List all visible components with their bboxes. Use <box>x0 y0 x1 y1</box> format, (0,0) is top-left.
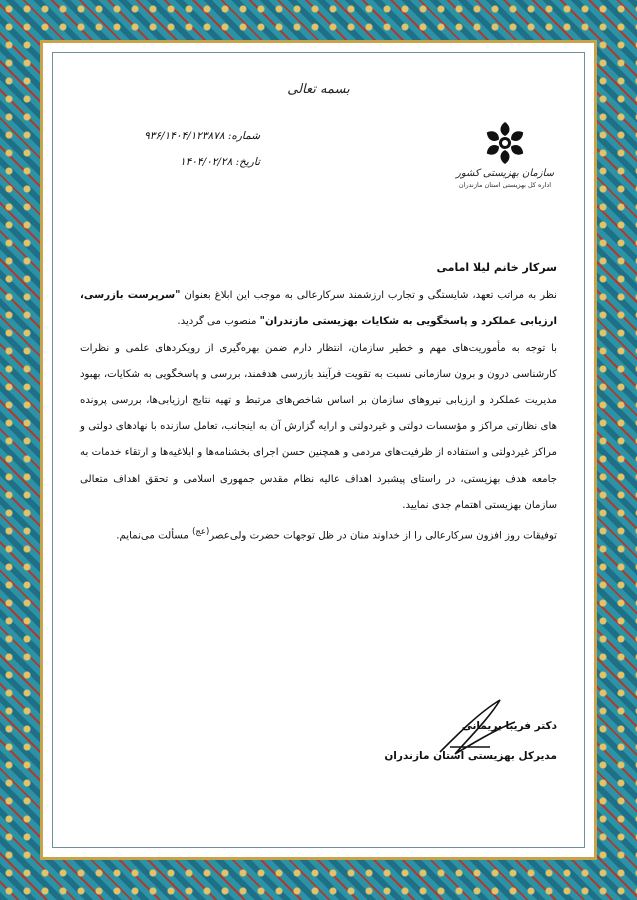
letter-number <box>80 130 260 142</box>
appointment-end: منصوب می گردید. <box>177 316 260 328</box>
date-value: ۱۴۰۴/۰۲/۲۸ <box>180 156 233 168</box>
closing-text: توفیقات روز افزون سرکارعالی را از خداوند منان در ظل توجهات حضرت ولی‌عصر <box>209 530 557 542</box>
closing-sup: (عج) <box>192 527 210 538</box>
behzisti-emblem-icon <box>482 120 528 166</box>
paragraph-closing <box>80 519 557 550</box>
signer-title: مدیرکل بهزیستی استان مازندران <box>384 750 557 762</box>
signature-block <box>384 720 557 780</box>
org-subtitle: اداره کل بهزیستی استان مازندران <box>458 181 552 189</box>
paragraph-expectations: با توجه به مأموریت‌های مهم و خطیر سازمان، انتظار دارم ضمن بهره‌گیری از رویکردهای علمی و نظرات کارشناسی درون و برون سازمانی نسبت به تقویت فرآیند بازرسی هدفمند، بررسی و پاسخگویی به شکایات، بهبود مدیریت عملکرد و ارزیابی نیروهای سازمان بر اساس شاخص‌های مرتبط و تهیه نتایج ارزیابی‌ها، بررسی پرونده های نظارتی مراکز و مؤسسات دولتی و غیردولتی و ارایه گزارش آن به اینجانب، تعامل سازنده با نهادهای دولتی و مراکز غیردولتی و استفاده از ظرفیت‌های مردمی و همچنین حسن اجرای بخشنامه‌ها و ابلاغیه‌ها و ارتقاء خدمات به جامعه هدف بهزیستی، در راستای پیشبرد اهداف عالیه نظام مقدس جمهوری اسلامی و تحقق اهداف متعالی سازمان بهزیستی اهتمام جدی نمایید. <box>80 342 557 511</box>
date-label: تاریخ: <box>235 156 260 168</box>
letter-page <box>60 60 577 840</box>
organization-logo <box>455 120 555 189</box>
basmala: بسمه تعالی <box>287 82 350 97</box>
number-value: ۹۳۶/۱۴۰۴/۱۲۳۸۷۸ <box>144 130 225 142</box>
closing-end: مسألت می‌نمایم. <box>116 530 193 542</box>
letter-body <box>80 255 557 550</box>
org-name: سازمان بهزیستی کشور <box>455 168 554 179</box>
number-label: شماره: <box>227 130 260 142</box>
signer-name: دکتر فریبا بریمانی <box>461 720 557 732</box>
salutation: سرکار خانم لیلا امامی <box>436 261 557 274</box>
appointment-intro: نظر به مراتب تعهد، شایستگی و تجارب ارزشمند سرکارعالی به موجب این ابلاغ بعنوان <box>184 290 557 302</box>
paragraph-appointment <box>80 283 557 335</box>
letter-meta <box>80 130 260 182</box>
appointment-title: "سرپرست بازرسی، ارزیابی عملکرد و پاسخگویی به شکایات بهزیستی مازندران" <box>80 290 557 328</box>
letter-date <box>80 156 260 168</box>
